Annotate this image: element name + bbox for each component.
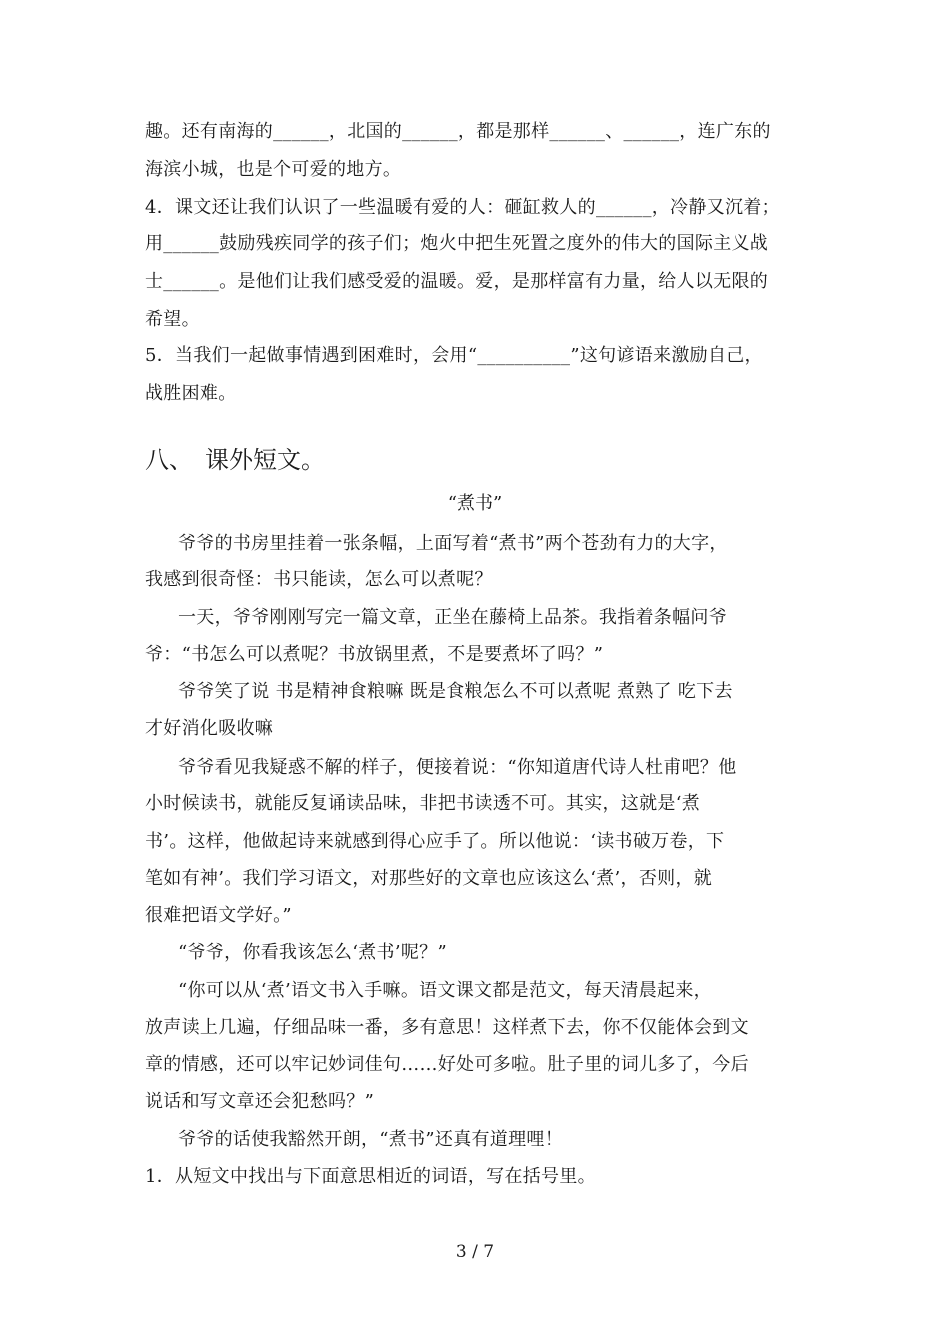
story-title: “煮书” xyxy=(447,493,503,514)
story-line: 小时候读书，就能反复诵读品味，非把书读透不可。其实，这就是‘煮 xyxy=(145,793,701,814)
question-5-line: 5．当我们一起做事情遇到困难时，会用“__________”这句谚语来激励自己， xyxy=(145,345,763,366)
story-line: 很难把语文学好。” xyxy=(145,905,292,926)
story-line: 章的情感，还可以牢记妙词佳句……好处可多啦。肚子里的词儿多了，今后 xyxy=(145,1054,749,1075)
text-line: 海滨小城，也是个可爱的地方。 xyxy=(145,159,402,180)
story-line: 爷爷的书房里挂着一张条幅，上面写着“煮书”两个苍劲有力的大字， xyxy=(178,533,728,554)
story-line: “你可以从‘煮’语文书入手嘛。语文课文都是范文，每天清晨起来， xyxy=(178,980,712,1001)
story-line: 爷：“书怎么可以煮呢？书放锅里煮，不是要煮坏了吗？” xyxy=(145,644,604,665)
story-line: 一天，爷爷刚刚写完一篇文章，正坐在藤椅上品茶。我指着条幅问爷 xyxy=(178,607,727,628)
story-line: 爷爷的话使我豁然开朗，“煮书”还真有道理哩！ xyxy=(178,1129,564,1150)
story-line: 我感到很奇怪：书只能读，怎么可以煮呢？ xyxy=(145,569,493,590)
question-1: 1．从短文中找出与下面意思相近的词语，写在括号里。 xyxy=(145,1166,596,1187)
story-line: 书’。这样，他做起诗来就感到得心应手了。所以他说：‘读书破万卷，下 xyxy=(145,831,725,852)
story-line: 才好消化吸收嘛 xyxy=(145,718,274,739)
text-line: 战胜困难。 xyxy=(145,383,237,404)
question-4-line: 4．课文还让我们认识了一些温暖有爱的人：砸缸救人的______，冷静又沉着； xyxy=(145,197,780,218)
text-line: 希望。 xyxy=(145,309,200,330)
story-line: 放声读上几遍，仔细品味一番，多有意思！这样煮下去，你不仅能体会到文 xyxy=(145,1017,749,1038)
story-line: “爷爷，你看我该怎么‘煮书’呢？” xyxy=(178,942,447,963)
text-line: 趣。还有南海的______，北国的______，都是那样______、______，连广东的 xyxy=(145,121,771,142)
text-line: 士______。是他们让我们感受爱的温暖。爱，是那样富有力量，给人以无限的 xyxy=(145,271,769,292)
page-number: 3 / 7 xyxy=(455,1242,495,1262)
story-line: 爷爷笑了说 书是精神食粮嘛 既是食粮怎么不可以煮呢 煮熟了 吃下去 xyxy=(178,681,733,702)
story-line: 笔如有神’。我们学习语文，对那些好的文章也应该这么‘煮’，否则，就 xyxy=(145,868,713,889)
story-line: 说话和写文章还会犯愁吗？” xyxy=(145,1091,375,1112)
story-line: 爷爷看见我疑惑不解的样子，便接着说：“你知道唐代诗人杜甫吧？他 xyxy=(178,757,737,778)
text-line: 用______鼓励残疾同学的孩子们；炮火中把生死置之度外的伟大的国际主义战 xyxy=(145,233,769,254)
section-heading: 八、 课外短文。 xyxy=(145,446,325,474)
